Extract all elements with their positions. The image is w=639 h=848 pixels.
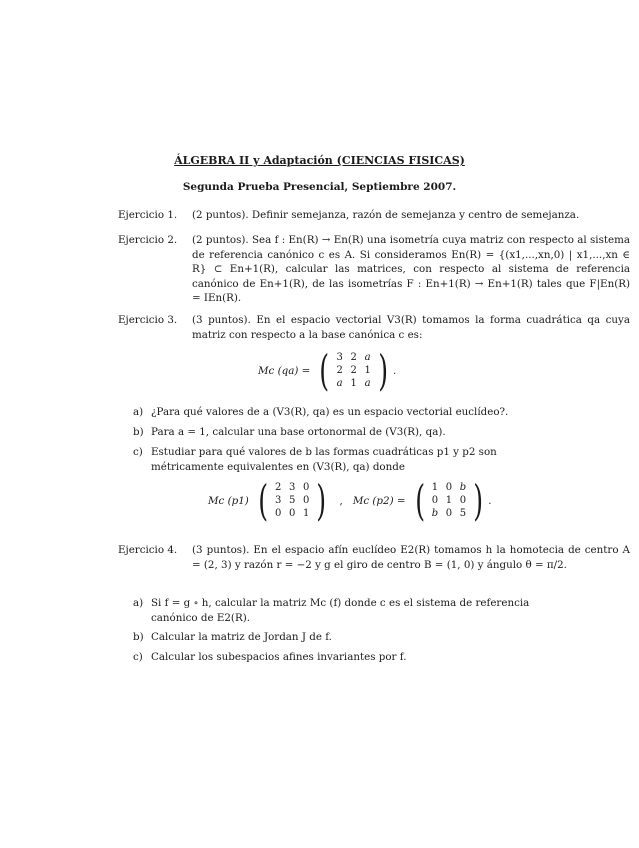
matrix-cell: 5 — [459, 508, 467, 519]
matrix-qa: ( 3 2 a 2 2 1 a 1 a ) — [319, 346, 388, 395]
matrix-cell: a — [364, 352, 371, 363]
matrix-cell: b — [431, 508, 439, 519]
matrix-cell: 0 — [431, 495, 439, 506]
matrix-cell: 1 — [364, 365, 371, 376]
matrix-cell: 3 — [274, 495, 282, 506]
exercise-4-item-a: a) Si f = g ∘ h, calcular la matriz Mc (f) donde c es el sistema de referencia canónico de E2(R). — [133, 597, 530, 624]
exercise-1-text: (2 puntos). Definir semejanza, razón de semejanza y centro de semejanza. — [192, 209, 580, 221]
exercise-3-text: (3 puntos). En el espacio vectorial V3(R) tomamos la forma cuadrática qa cuya matriz con respecto a la base canónica c es: — [192, 314, 630, 341]
matrix-cell: 5 — [288, 495, 296, 506]
matrix-p2-grid — [428, 482, 470, 520]
matrix-cell: 1 — [350, 378, 357, 389]
matrix-cell: 1 — [302, 508, 310, 519]
matrix-cell: 3 — [288, 482, 296, 493]
exercise-2-text: (2 puntos). Sea f : En(R) → En(R) una isometría cuya matriz con respecto al sistema de referencia canónico c es A. Si consideramos En(R) = {(x1,...,xn,0) | x1,...,xn ∈ R} ⊂ En+1(R), calcular las matrices, con respecto al sistema de referencia canónico de En+1(R), de las isometrías F : En+1(R) → En+1(R) tales que F|En(R) = IEn(R). — [192, 234, 630, 304]
matrix-cell: 0 — [302, 482, 310, 493]
exercise-4-label: Ejercicio 4. — [118, 544, 178, 556]
matrix-cell: 1 — [445, 495, 453, 506]
matrix-cell: 0 — [274, 508, 282, 519]
exercise-2 — [118, 233, 630, 306]
matrix-p1-label: Mc (p1) — [208, 495, 249, 507]
matrix-cell: 0 — [288, 508, 296, 519]
exercise-1-label: Ejercicio 1. — [118, 209, 178, 221]
matrix-p1: ( 2 3 0 3 5 0 0 0 1 ) — [258, 476, 327, 525]
exercise-3-item-c: c) Estudiar para qué valores de b las formas cuadráticas p1 y p2 son métricamente equivalentes en (V3(R), qa) donde — [133, 446, 497, 473]
exercise-3 — [118, 313, 630, 342]
matrix-qa-label: Mc (qa) = — [258, 365, 311, 377]
exercise-4-text: (3 puntos). En el espacio afín euclídeo E2(R) tomamos h la homotecia de centro A = (2, 3) y razón r = −2 y g el giro de centro B = (1, 0) y ángulo θ = π/2. — [192, 544, 630, 571]
exercise-4 — [118, 543, 630, 572]
matrix-cell: 2 — [350, 352, 357, 363]
exercise-1 — [118, 208, 630, 223]
matrix-cell: 0 — [302, 495, 310, 506]
exercise-3-item-a: a) ¿Para qué valores de a (V3(R), qa) es un espacio vectorial euclídeo?. — [133, 406, 509, 418]
matrix-p2-label: Mc (p2) = — [352, 495, 406, 507]
matrix-cell: a — [336, 378, 343, 389]
matrix-qa-grid — [333, 352, 375, 390]
matrix-cell: a — [364, 378, 371, 389]
exam-title: ÁLGEBRA II y Adaptación (CIENCIAS FISICAS) — [174, 154, 465, 167]
exercise-4-item-c: c) Calcular los subespacios afines invariantes por f. — [133, 651, 407, 663]
matrix-cell: 2 — [336, 365, 343, 376]
exercise-2-label: Ejercicio 2. — [118, 234, 178, 246]
matrix-cell: 2 — [350, 365, 357, 376]
exercise-3-label: Ejercicio 3. — [118, 314, 178, 326]
matrix-p2: ( 1 0 b 0 1 0 b 0 5 ) — [414, 476, 484, 525]
exercise-4-item-b: b) Calcular la matriz de Jordan J de f. — [133, 631, 332, 643]
matrix-cell: 0 — [445, 482, 453, 493]
matrices-p-row: Mc (p1) ( 2 3 0 3 5 0 0 0 1 ) , Mc (p2) = ( 1 0 b 0 1 0 b 0 5 ) . — [208, 476, 492, 525]
matrix-cell: b — [459, 482, 467, 493]
matrix-cell: 0 — [445, 508, 453, 519]
matrix-cell: 3 — [336, 352, 343, 363]
matrix-p1-grid — [271, 482, 313, 520]
exam-subtitle: Segunda Prueba Presencial, Septiembre 2007. — [182, 181, 457, 193]
exercise-3-item-b: b) Para a = 1, calcular una base ortonormal de (V3(R), qa). — [133, 426, 446, 438]
matrix-cell: 2 — [274, 482, 282, 493]
matrix-cell: 0 — [459, 495, 467, 506]
matrix-qa-row: Mc (qa) = ( 3 2 a 2 2 1 a 1 a ) . — [258, 346, 397, 395]
matrix-cell: 1 — [431, 482, 439, 493]
